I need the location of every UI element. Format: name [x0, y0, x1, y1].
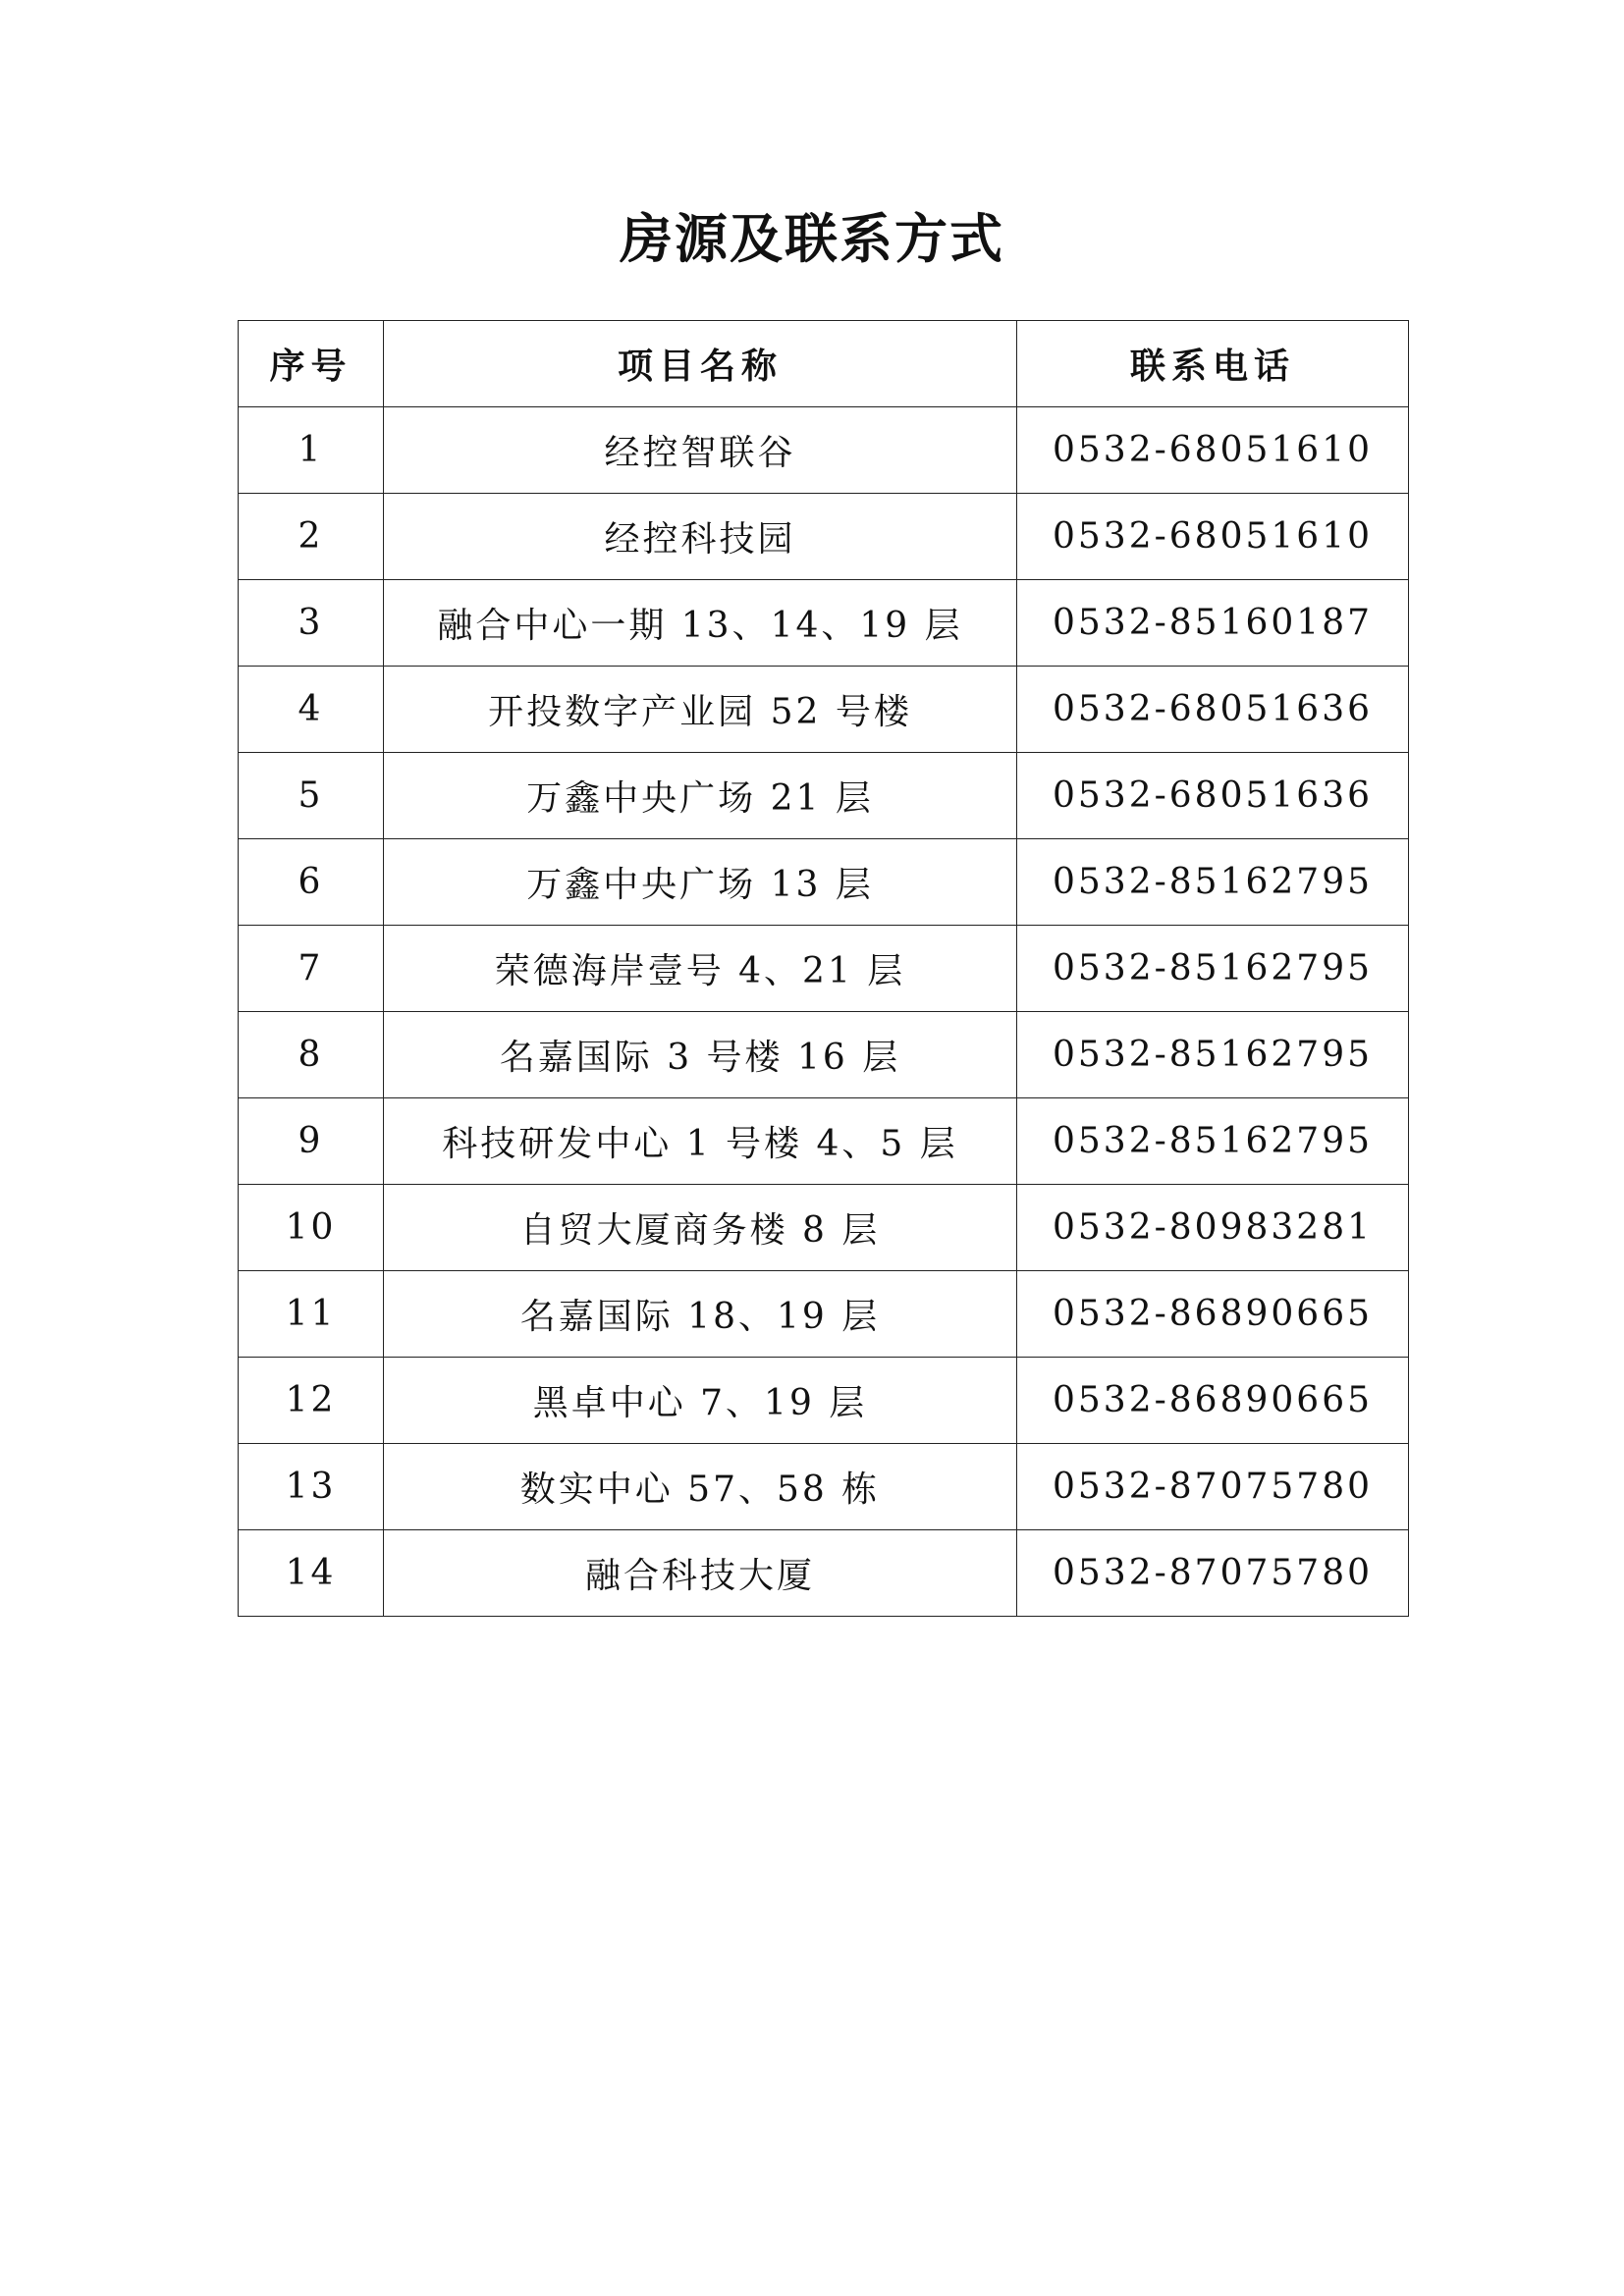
header-serial-number: 序号: [239, 321, 384, 407]
property-contact-table: [238, 320, 1409, 1617]
cell-serial-number: 1: [239, 407, 384, 494]
cell-serial-number: 14: [239, 1530, 384, 1617]
cell-project-name: 科技研发中心 1 号楼 4、5 层: [384, 1098, 1017, 1185]
cell-serial-number: 12: [239, 1358, 384, 1444]
cell-project-name: 经控智联谷: [384, 407, 1017, 494]
cell-contact-phone: 0532-85162795: [1017, 1012, 1409, 1098]
table-row: [239, 1530, 1409, 1617]
cell-contact-phone: 0532-68051636: [1017, 667, 1409, 753]
cell-project-name: 经控科技园: [384, 494, 1017, 580]
cell-project-name: 数实中心 57、58 栋: [384, 1444, 1017, 1530]
cell-project-name: 融合中心一期 13、14、19 层: [384, 580, 1017, 667]
table-row: [239, 1358, 1409, 1444]
cell-contact-phone: 0532-87075780: [1017, 1444, 1409, 1530]
page-title: 房源及联系方式: [620, 207, 1004, 270]
header-contact-phone: 联系电话: [1017, 321, 1409, 407]
table-row: [239, 667, 1409, 753]
table-row: [239, 1098, 1409, 1185]
cell-contact-phone: 0532-68051610: [1017, 407, 1409, 494]
cell-serial-number: 7: [239, 926, 384, 1012]
cell-serial-number: 6: [239, 839, 384, 926]
table-row: [239, 753, 1409, 839]
cell-contact-phone: 0532-86890665: [1017, 1271, 1409, 1358]
table-row: [239, 926, 1409, 1012]
cell-contact-phone: 0532-85162795: [1017, 839, 1409, 926]
cell-serial-number: 2: [239, 494, 384, 580]
cell-serial-number: 8: [239, 1012, 384, 1098]
table-row: [239, 407, 1409, 494]
table-row: [239, 580, 1409, 667]
table-row: [239, 1444, 1409, 1530]
table-row: [239, 1271, 1409, 1358]
cell-contact-phone: 0532-80983281: [1017, 1185, 1409, 1271]
table-header-row: [239, 321, 1409, 407]
cell-contact-phone: 0532-85162795: [1017, 1098, 1409, 1185]
table-row: [239, 494, 1409, 580]
table-row: [239, 839, 1409, 926]
cell-serial-number: 4: [239, 667, 384, 753]
cell-serial-number: 5: [239, 753, 384, 839]
cell-project-name: 融合科技大厦: [384, 1530, 1017, 1617]
cell-contact-phone: 0532-85162795: [1017, 926, 1409, 1012]
cell-project-name: 万鑫中央广场 13 层: [384, 839, 1017, 926]
cell-project-name: 自贸大厦商务楼 8 层: [384, 1185, 1017, 1271]
cell-project-name: 开投数字产业园 52 号楼: [384, 667, 1017, 753]
table-row: [239, 1012, 1409, 1098]
cell-project-name: 荣德海岸壹号 4、21 层: [384, 926, 1017, 1012]
cell-contact-phone: 0532-68051610: [1017, 494, 1409, 580]
cell-serial-number: 10: [239, 1185, 384, 1271]
cell-contact-phone: 0532-85160187: [1017, 580, 1409, 667]
cell-serial-number: 11: [239, 1271, 384, 1358]
header-project-name: 项目名称: [384, 321, 1017, 407]
cell-contact-phone: 0532-86890665: [1017, 1358, 1409, 1444]
cell-serial-number: 13: [239, 1444, 384, 1530]
cell-serial-number: 3: [239, 580, 384, 667]
cell-project-name: 名嘉国际 18、19 层: [384, 1271, 1017, 1358]
cell-project-name: 黑卓中心 7、19 层: [384, 1358, 1017, 1444]
cell-contact-phone: 0532-87075780: [1017, 1530, 1409, 1617]
cell-contact-phone: 0532-68051636: [1017, 753, 1409, 839]
cell-project-name: 万鑫中央广场 21 层: [384, 753, 1017, 839]
table-row: [239, 1185, 1409, 1271]
cell-serial-number: 9: [239, 1098, 384, 1185]
cell-project-name: 名嘉国际 3 号楼 16 层: [384, 1012, 1017, 1098]
